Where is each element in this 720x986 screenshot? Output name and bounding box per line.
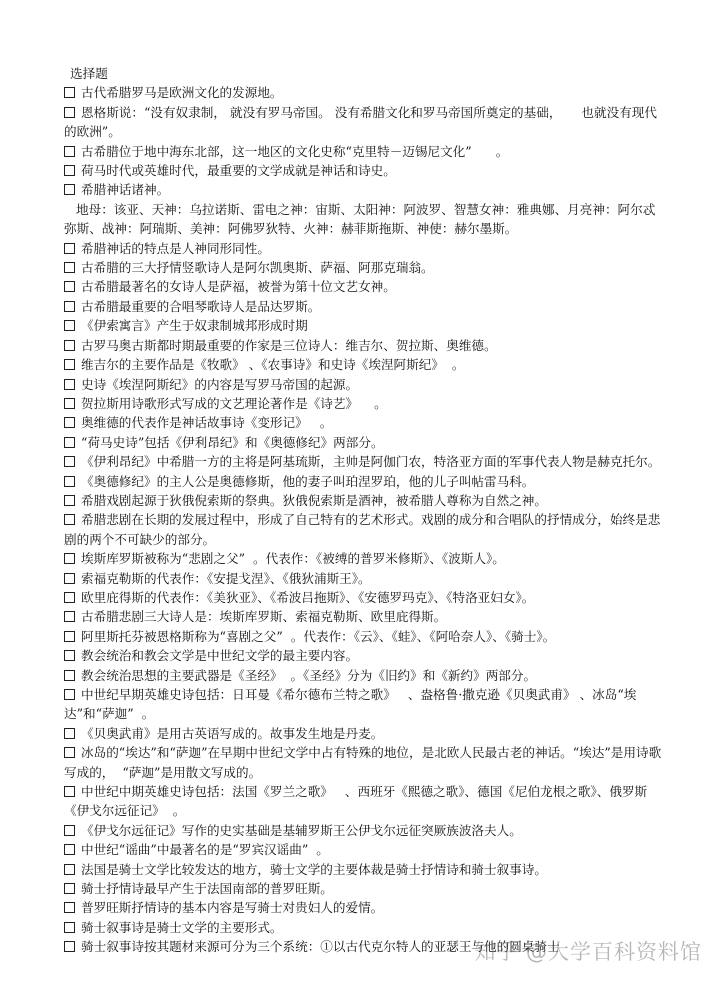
item-text: 希腊神话的特点是人神同形同性。	[81, 240, 270, 256]
list-item-continuation	[64, 200, 664, 239]
checkbox-square-icon	[64, 301, 75, 312]
checkbox-square-icon	[64, 184, 75, 195]
item-text: 中世纪“谣曲”中最著名的是“罗宾汉谣曲” 。	[81, 842, 329, 858]
list-item	[64, 549, 664, 568]
list-item	[64, 743, 664, 782]
list-item	[64, 239, 664, 258]
checkbox-square-icon	[64, 902, 75, 913]
checkbox-square-icon	[64, 922, 75, 933]
item-text: 贺拉斯用诗歌形式写成的文艺理论著作是《诗艺》 。	[81, 395, 387, 411]
checkbox-square-icon	[64, 864, 75, 875]
checkbox-square-icon	[64, 883, 75, 894]
item-text: 希腊戏剧起源于狄俄倪索斯的祭典。狄俄倪索斯是酒神，被希腊人尊称为自然之神。	[81, 492, 547, 508]
checkbox-square-icon	[64, 689, 75, 700]
item-text: 法国是骑士文学比较发达的地方，骑士文学的主要体裁是骑士抒情诗和骑士叙事诗。	[81, 861, 547, 877]
item-text: 《贝奥武甫》是用古英语写成的。故事发生地是丹麦。	[81, 725, 384, 741]
list-item	[64, 569, 664, 588]
checkbox-square-icon	[64, 87, 75, 98]
list-item	[64, 879, 664, 898]
item-text: 索福克勒斯的代表作：《安提戈涅》、《俄狄浦斯王》。	[81, 570, 371, 586]
checkbox-square-icon	[64, 495, 75, 506]
checkbox-square-icon	[64, 941, 75, 952]
list-item	[64, 103, 664, 142]
document-body	[64, 64, 664, 957]
item-text: 《伊戈尔远征记》写作的史实基础是基辅罗斯王公伊戈尔远征突厥族波洛夫人。	[81, 822, 522, 838]
item-text: 教会统治和教会文学是中世纪文学的最主要内容。	[81, 648, 359, 664]
list-item	[64, 782, 664, 821]
list-item	[64, 83, 664, 102]
item-text: 教会统治思想的主要武器是《圣经》 。《圣经》分为《旧约》和《新约》两部分。	[81, 667, 537, 683]
list-item	[64, 355, 664, 374]
checkbox-square-icon	[64, 456, 75, 467]
checkbox-square-icon	[64, 379, 75, 390]
list-item	[64, 258, 664, 277]
item-text: 古希腊位于地中海东北部，这一地区的文化史称“克里特－迈锡尼文化” 。	[81, 143, 509, 159]
checkbox-square-icon	[64, 631, 75, 642]
checkbox-square-icon	[64, 262, 75, 273]
item-text: 古希腊最重要的合唱琴歌诗人是品达罗斯。	[81, 298, 321, 314]
list-item	[64, 316, 664, 335]
checkbox-square-icon	[64, 359, 75, 370]
checkbox-square-icon	[64, 592, 75, 603]
checkbox-square-icon	[64, 340, 75, 351]
item-text: 普罗旺斯抒情诗的基本内容是写骑士对贵妇人的爱情。	[81, 900, 384, 916]
list-item	[64, 452, 664, 471]
item-text: 古代希腊罗马是欧洲文化的发源地。	[81, 85, 283, 101]
list-item	[64, 491, 664, 510]
item-text: 欧里庇得斯的代表作：《美狄亚》、《希波吕拖斯》、《安德罗玛克》、《特洛亚妇女》。	[81, 589, 535, 605]
list-item	[64, 821, 664, 840]
item-text: “荷马史诗”包括《伊利昂纪》和《奥德修纪》两部分。	[81, 434, 384, 450]
checkbox-square-icon	[64, 417, 75, 428]
checkbox-square-icon	[64, 165, 75, 176]
list-item	[64, 375, 664, 394]
item-text: 《奥德修纪》的主人公是奥德修斯，他的妻子叫珀涅罗珀，他的儿子叫帖雷马科。	[81, 473, 535, 489]
item-text: 骑士抒情诗最早产生于法国南部的普罗旺斯。	[81, 881, 333, 897]
checkbox-square-icon	[64, 786, 75, 797]
item-text: 骑士叙事诗按其题材来源可分为三个系统：①以古代克尔特人的亚瑟王与他的圆桌骑士	[81, 939, 560, 955]
checkbox-square-icon	[64, 514, 75, 525]
item-text: 古希腊悲剧三大诗人是：埃斯库罗斯、索福克勒斯、欧里庇得斯。	[81, 609, 447, 625]
section-heading: 选择题	[70, 66, 108, 81]
list-item	[64, 472, 664, 491]
item-list	[64, 83, 664, 956]
list-item	[64, 627, 664, 646]
list-item	[64, 588, 664, 607]
list-item	[64, 607, 664, 626]
list-item	[64, 898, 664, 917]
checkbox-square-icon	[64, 320, 75, 331]
item-text: 希腊神话诸神。	[81, 182, 170, 198]
item-text: 古罗马奥古斯都时期最重要的作家是三位诗人：维吉尔、贺拉斯、奥维德。	[81, 337, 497, 353]
item-text: 阿里斯托芬被恩格斯称为“喜剧之父” 。代表作：《云》、《蛙》、《阿哈奈人》、《骑士》。	[81, 628, 556, 644]
item-text: 史诗《埃涅阿斯纪》的内容是写罗马帝国的起源。	[81, 376, 359, 392]
item-text: 《伊利昂纪》中希腊一方的主将是阿基琉斯，主帅是阿伽门农，特洛亚方面的军事代表人物是赫克托尔。	[81, 454, 661, 470]
list-item	[64, 918, 664, 937]
checkbox-square-icon	[64, 146, 75, 157]
checkbox-square-icon	[64, 728, 75, 739]
checkbox-square-icon	[64, 476, 75, 487]
watermark: 知乎 @大学百科资料馆	[474, 940, 702, 964]
list-item	[64, 840, 664, 859]
list-item	[64, 433, 664, 452]
checkbox-square-icon	[64, 650, 75, 661]
list-item	[64, 685, 664, 724]
checkbox-square-icon	[64, 281, 75, 292]
item-text: 《伊索寓言》产生于奴隶制城邦形成时期	[81, 318, 308, 334]
checkbox-square-icon	[64, 243, 75, 254]
list-item	[64, 646, 664, 665]
item-text: 奥维德的代表作是神话故事诗《变形记》 。	[81, 415, 333, 431]
list-item	[64, 277, 664, 296]
list-item	[64, 142, 664, 161]
item-text: 中世纪早期英雄史诗包括：日耳曼《希尔德布兰特之歌》 、盎格鲁·撒克逊《贝奥武甫》 、冰岛“埃达”和“萨迦” 。	[64, 687, 637, 722]
list-item	[64, 180, 664, 199]
list-item	[64, 161, 664, 180]
item-text: 恩格斯说：“没有奴隶制， 就没有罗马帝国。 没有希腊文化和罗马帝国所奠定的基础， 也就没有现代的欧洲”。	[64, 104, 657, 140]
list-item	[64, 666, 664, 685]
checkbox-square-icon	[64, 573, 75, 584]
item-text: 骑士叙事诗是骑士文学的主要形式。	[81, 919, 283, 935]
checkbox-square-icon	[64, 107, 75, 118]
checkbox-square-icon	[64, 747, 75, 758]
item-text: 中世纪中期英雄史诗包括：法国《罗兰之歌》 、西班牙《熙德之歌》、德国《尼伯龙根之歌》、俄罗斯《伊戈尔远征记》 。	[64, 784, 648, 819]
list-item	[64, 336, 664, 355]
checkbox-square-icon	[64, 398, 75, 409]
item-text: 荷马时代或英雄时代，最重要的文学成就是神话和诗史。	[81, 163, 396, 179]
checkbox-square-icon	[64, 844, 75, 855]
checkbox-square-icon	[64, 553, 75, 564]
item-text: 古希腊的三大抒情竖歌诗人是阿尔凯奥斯、萨福、阿那克瑞翁。	[81, 260, 434, 276]
item-text: 地母：该亚、天神：乌拉诺斯、雷电之神：宙斯、太阳神：阿波罗、智慧女神：雅典娜、月亮神：阿尔忒弥斯、战神：阿瑞斯、美神：阿佛罗狄特、火神：赫菲斯拖斯、神使：赫尔墨斯。	[64, 201, 656, 237]
item-text: 古希腊最著名的女诗人是萨福，被誉为第十位文艺女神。	[81, 279, 396, 295]
list-item	[64, 297, 664, 316]
checkbox-square-icon	[64, 437, 75, 448]
checkbox-square-icon	[64, 611, 75, 622]
item-text: 维吉尔的主要作品是《牧歌》 、《农事诗》和史诗《埃涅阿斯纪》 。	[81, 357, 465, 373]
item-text: 希腊悲剧在长期的发展过程中，形成了自己特有的艺术形式。戏剧的成分和合唱队的抒情成分，始终是悲剧的两个不可缺少的部分。	[64, 512, 661, 547]
list-item	[64, 394, 664, 413]
list-item	[64, 724, 664, 743]
item-text: 冰岛的“埃达”和“萨迦”在早期中世纪文学中占有特殊的地位，是北欧人民最古老的神话。“埃达”是用诗歌写成的， “萨迦”是用散文写成的。	[64, 745, 662, 780]
list-item	[64, 413, 664, 432]
list-item	[64, 510, 664, 549]
checkbox-square-icon	[64, 670, 75, 681]
list-item	[64, 860, 664, 879]
checkbox-square-icon	[64, 825, 75, 836]
item-text: 埃斯库罗斯被称为“悲剧之父” 。代表作：《被缚的普罗米修斯》、《波斯人》。	[81, 551, 505, 567]
